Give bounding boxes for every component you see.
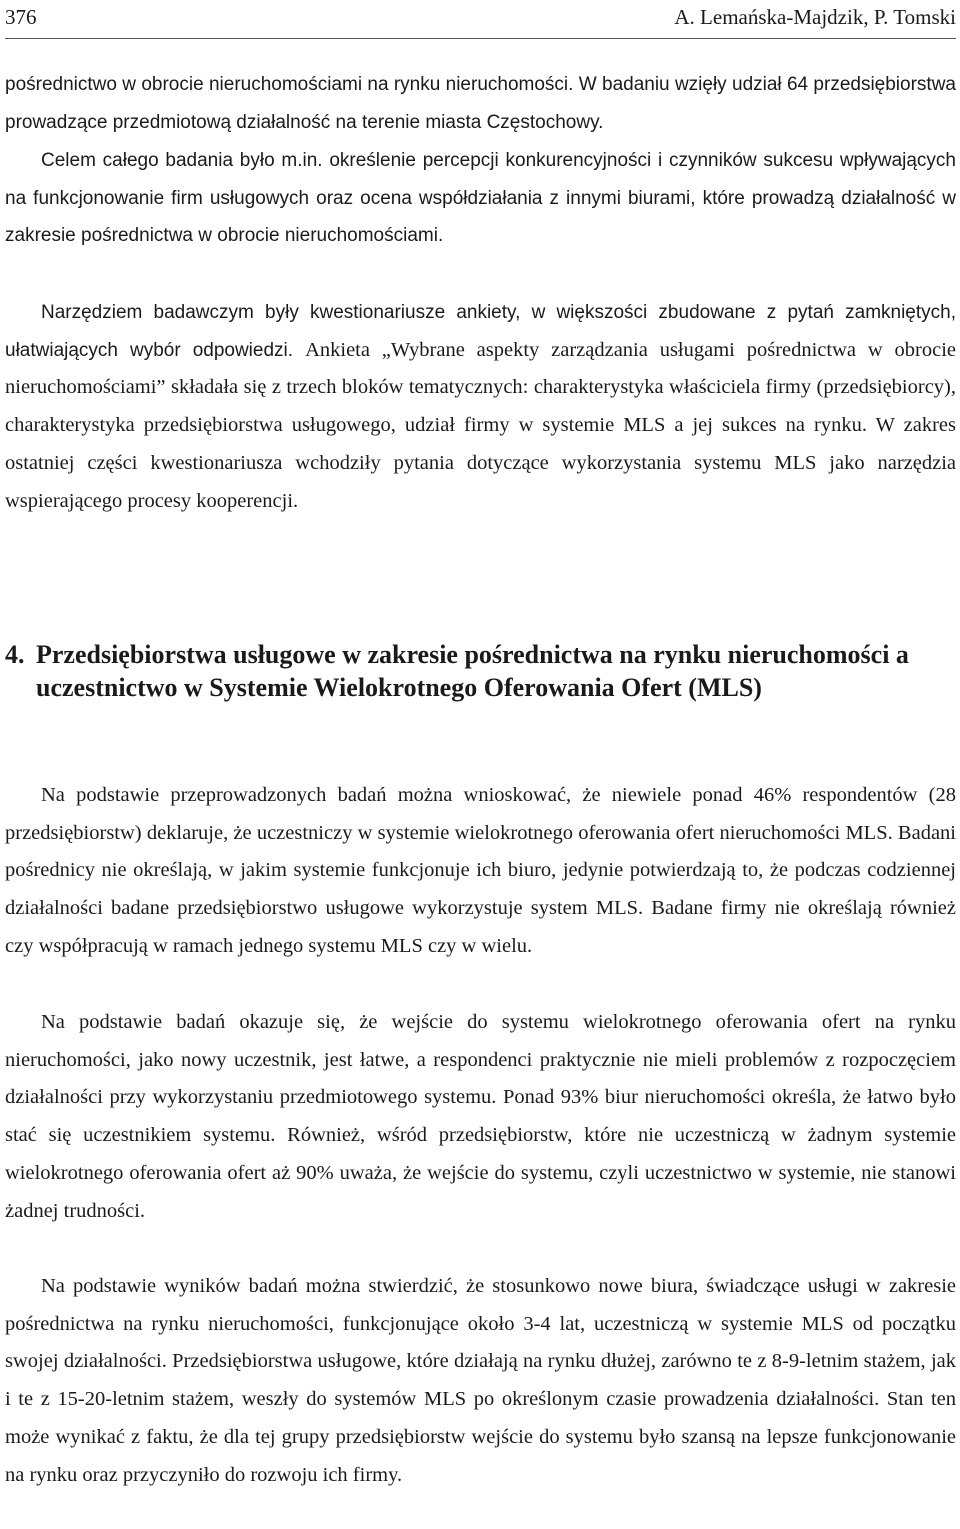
- section-title: Przedsiębiorstwa usługowe w zakresie pośrednictwa na rynku nieruchomości a uczestnictwo w Systemie Wielokrotnego Oferowania Ofert (MLS): [36, 640, 909, 702]
- intro-paragraph-3: [5, 294, 956, 520]
- intro-paragraph-3-text: Narzędziem badawczym były kwestionariusze ankiety, w większości zbudowane z pytań zamkniętych, ułatwiających wybór odpowiedzi.: [5, 302, 956, 361]
- body-paragraph-1: Na podstawie przeprowadzonych badań można wnioskować, że niewiele ponad 46% respondentów (28 przedsiębiorstw) deklaruje, że uczestniczy w systemie wielokrotnego oferowania ofert nieruchomości MLS. Badani pośrednicy nie określają, w jakim systemie funkcjonuje ich biuro, jedynie potwierdzają to, że podczas codziennej działalności badane przedsiębiorstwo usługowe wykorzystuje system MLS. Badane firmy nie określają również czy współpracują w ramach jednego systemu MLS czy w wielu.: [5, 784, 956, 957]
- running-authors: A. Lemańska-Majdzik, P. Tomski: [674, 5, 956, 29]
- intro-paragraph-2: Celem całego badania było m.in. określenie percepcji konkurencyjności i czynników sukcesu wpływających na funkcjonowanie firm usługowych oraz ocena współdziałania z innymi biurami, które prowadzą działalność w zakresie pośrednictwa w obrocie nieruchomościami.: [5, 150, 956, 247]
- running-header: [5, 2, 956, 39]
- section-number: 4.: [5, 640, 25, 669]
- body-paragraph-2: Na podstawie badań okazuje się, że wejście do systemu wielokrotnego oferowania ofert na rynku nieruchomości, jako nowy uczestnik, jest łatwe, a respondenci praktycznie nie mieli problemów z rozpoczęciem działalności przy wykorzystaniu przedmiotowego systemu. Ponad 93% biur nieruchomości określa, że łatwo było stać się uczestnikiem systemu. Również, wśród przedsiębiorstw, które nie uczestniczą w żadnym systemie wielokrotnego oferowania ofert aż 90% uważa, że wejście do systemu, czyli uczestnictwo w systemie, nie stanowi żadnej trudności.: [5, 1011, 956, 1222]
- body-paragraph-3: Na podstawie wyników badań można stwierdzić, że stosunkowo nowe biura, świadczące usługi w zakresie pośrednictwa na rynku nieruchomości, funkcjonujące około 3-4 lat, uczestniczą w systemie MLS od początku swojej działalności. Przedsiębiorstwa usługowe, które działają na rynku dłużej, zarówno te z 8-9-letnim stażem, jak i te z 15-20-letnim stażem, weszły do systemów MLS po określonym czasie prowadzenia działalności. Stan ten może wynikać z faktu, że dla tej grupy przedsiębiorstw wejście do systemu było szansą na lepsze funkcjonowanie na rynku oraz przyczyniło do rozwoju ich firmy.: [5, 1275, 956, 1486]
- intro-paragraph-1: pośrednictwo w obrocie nieruchomościami na rynku nieruchomości. W badaniu wzięły udział 64 przedsiębiorstwa prowadzące przedmiotową działalność na terenie miasta Częstochowy.: [5, 74, 956, 133]
- page-number: 376: [5, 5, 37, 29]
- intro-paragraph-4-text: Ankieta „Wybrane aspekty zarządzania usługami pośrednictwa w obrocie nieruchomościami” składała się z trzech bloków tematycznych: charakterystyka właściciela firmy (przedsiębiorcy), charakterystyka przedsiębiorstwa usługowego, udział firmy w systemie MLS a jej sukces na rynku. W zakres ostatniej części kwestionariusza wchodziły pytania dotyczące wykorzystania systemu MLS jako narzędzia wspierającego procesy kooperencji.: [5, 338, 956, 512]
